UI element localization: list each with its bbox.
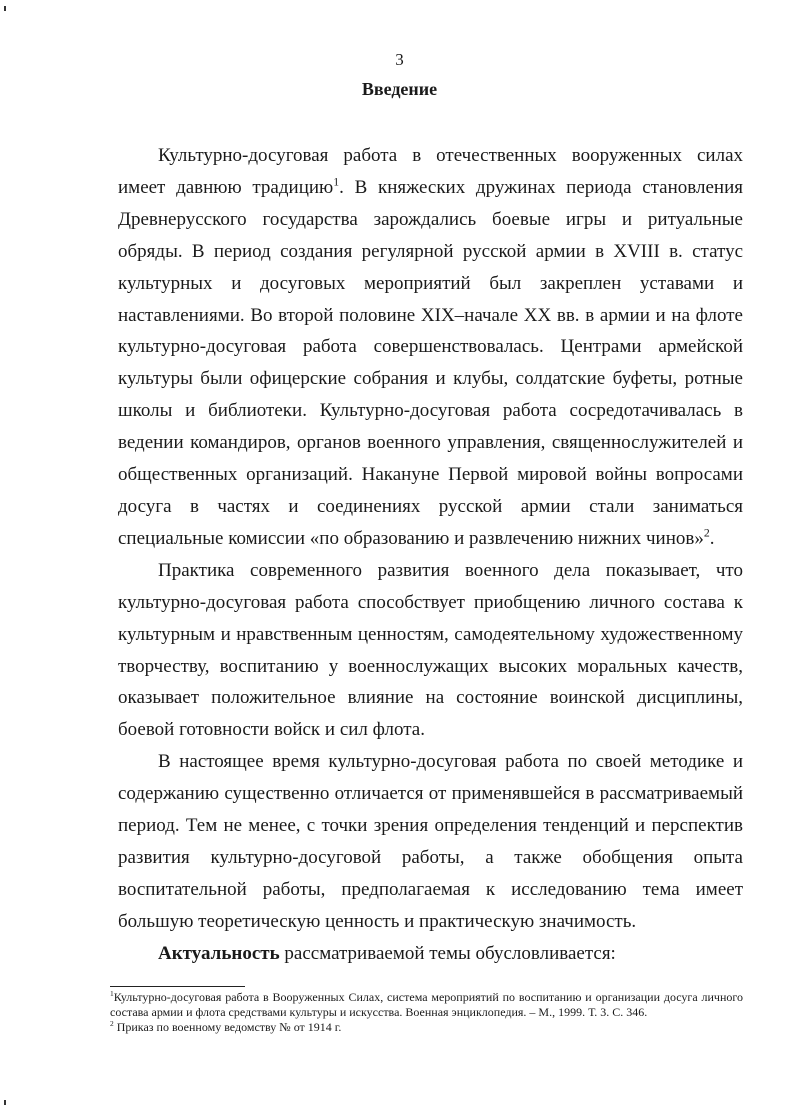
footnote-2: [110, 1020, 743, 1035]
page-number: 3: [395, 50, 404, 69]
paragraph-history: [118, 140, 743, 555]
footnote-marker: 2: [110, 1019, 114, 1028]
paragraph-text: Культурно-досуговая работа в отечественных вооруженных силах имеет давнюю традицию: [118, 145, 743, 198]
scan-artifact: [4, 1100, 6, 1105]
footnote-ref-2: 2: [703, 526, 710, 540]
scan-artifact: [4, 6, 6, 11]
paragraph-text: .: [709, 527, 715, 549]
footnote-divider: [110, 986, 245, 987]
paragraph-practice: Практика современного развития военного дела показывает, что культурно-досуговая работа способствует приобщению личного состава к культурным и нравственным ценностям, самодеятельному художественному творчеству, воспитанию у военнослужащих высоких моральных качеств, оказывает положительное влияние на состояние воинской дисциплины, боевой готовности войск и сил флота.: [118, 559, 743, 741]
footnote-1: [110, 990, 743, 1020]
footnote-text: Культурно-досуговая работа в Вооруженных Силах, система мероприятий по воспитанию и организации досуга личного состава армии и флота средствами культуры и искусства. Военная энциклопедия. – М., 1999. Т. 3. С. 346.: [110, 990, 743, 1019]
paragraph-text: рассматриваемой темы обусловливается:: [279, 942, 616, 964]
page-title: Введение: [361, 79, 438, 99]
paragraph-present-time: В настоящее время культурно-досуговая работа по своей методике и содержанию существенно отличается от применявшейся в рассматриваемый период. Тем не менее, с точки зрения определения тенденций и перспектив развития культурно-досуговой работы, а также обобщения опыта воспитательной работы, предполагаемая к исследованию тема имеет большую теоретическую ценность и практическую значимость.: [118, 751, 743, 932]
footnote-marker: 1: [110, 989, 114, 998]
paragraph-relevance: [118, 938, 743, 970]
document-body: [118, 140, 743, 970]
relevance-heading: Актуальность: [158, 942, 280, 964]
footnotes: [110, 990, 743, 1035]
footnote-ref-1: 1: [333, 175, 340, 189]
paragraph-text: . В княжеских дружинах периода становления Древнерусского государства зарождались боевые игры и ритуальные обряды. В период создания регулярной русской армии в XVIII в. статус культурных и досуговых мероприятий был закреплен уставами и наставлениями. Во второй половине XIX–начале XX вв. в армии и на флоте культурно-досуговая работа совершенствовалась. Центрами армейской культуры были офицерские собрания и клубы, солдатские буфеты, ротные школы и библиотеки. Культурно-досуговая работа сосредотачивалась в ведении командиров, органов военного управления, священнослужителей и общественных организаций. Накануне Первой мировой войны вопросами досуга в частях и соединениях русской армии стали заниматься специальные комиссии «по образованию и развлечению нижних чинов»: [118, 176, 743, 549]
footnote-text: Приказ по военному ведомству № от 1914 г.: [113, 1020, 342, 1034]
